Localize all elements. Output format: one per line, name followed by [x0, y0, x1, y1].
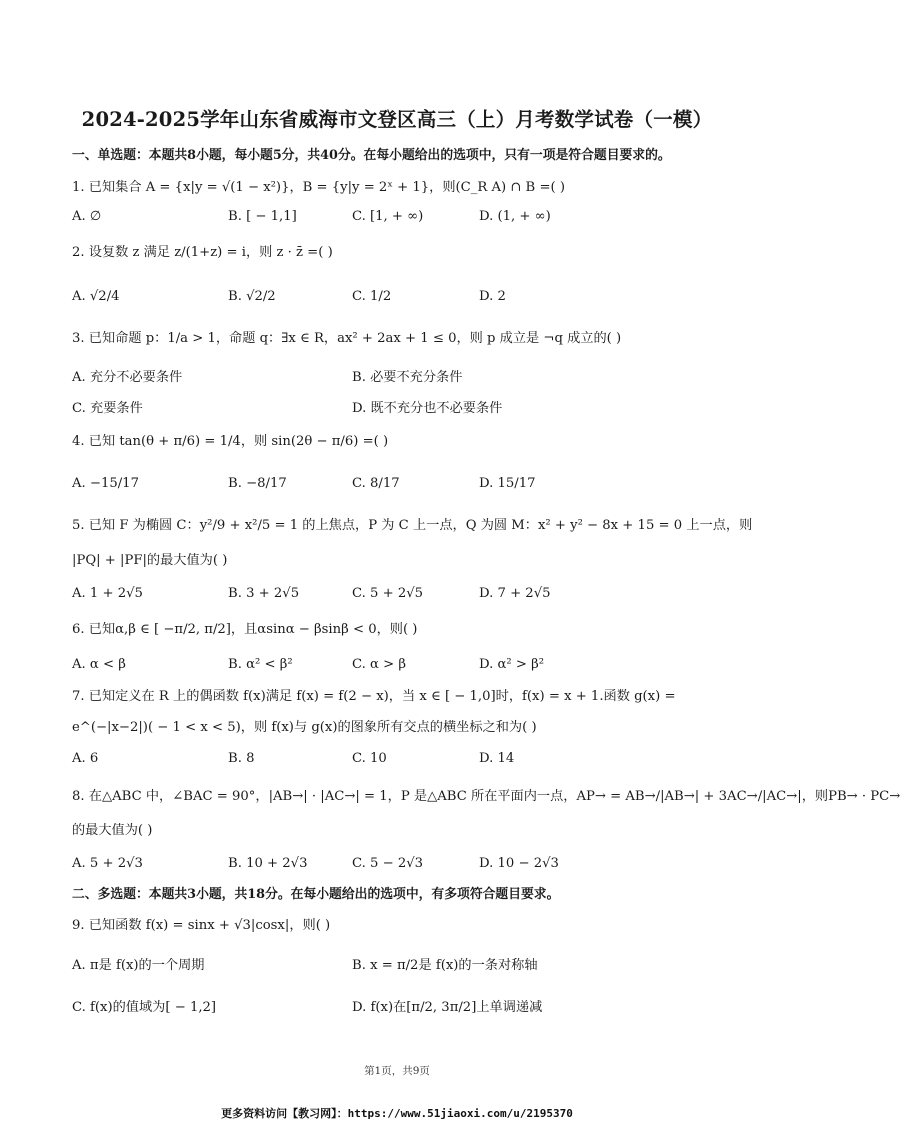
section-heading-multiple-choice: 二、多选题：本题共3小题，共18分。在每小题给出的选项中，有多项符合题目要求。 — [72, 887, 560, 902]
question-7-option-c: C. 10 — [352, 751, 387, 766]
question-1-stem: 1. 已知集合 A = {x|y = √(1 − x²)}，B = {y|y = 2ˣ + 1}，则(C_R A) ∩ B =( ) — [72, 180, 565, 195]
question-4-option-c: C. 8/17 — [352, 476, 400, 491]
question-6-option-a: A. α < β — [72, 657, 126, 672]
question-1-option-b: B. [ − 1,1] — [228, 209, 297, 224]
question-5-option-b: B. 3 + 2√5 — [228, 586, 300, 601]
question-9-option-c: C. f(x)的值域为[ − 1,2] — [72, 1000, 217, 1015]
question-2-stem: 2. 设复数 z 满足 z/(1+z) = i，则 z · z̄ =( ) — [72, 245, 333, 260]
question-7-stem-continued: e^(−|x−2|)( − 1 < x < 5)，则 f(x)与 g(x)的图象所有交点的横坐标之和为( ) — [72, 720, 537, 735]
question-8-option-a: A. 5 + 2√3 — [72, 856, 143, 871]
question-6-stem: 6. 已知α,β ∈ [ −π/2, π/2]，且αsinα − βsinβ < 0，则( ) — [72, 622, 418, 637]
resource-link-footer: 更多资料访问【教习网】：https://www.51jiaoxi.com/u/2195370 — [221, 1107, 573, 1120]
question-2-option-b: B. √2/2 — [228, 289, 276, 304]
question-5-stem-continued: |PQ| + |PF|的最大值为( ) — [72, 553, 228, 568]
question-9-option-a: A. π是 f(x)的一个周期 — [72, 958, 205, 973]
page-title: 2024-2025学年山东省威海市文登区高三（上）月考数学试卷（一模） — [81, 108, 713, 131]
question-7-option-b: B. 8 — [228, 751, 255, 766]
question-6-option-c: C. α > β — [352, 657, 406, 672]
question-6-option-d: D. α² > β² — [479, 657, 545, 672]
question-4-option-a: A. −15/17 — [72, 476, 139, 491]
section-heading-single-choice: 一、单选题：本题共8小题，每小题5分，共40分。在每小题给出的选项中，只有一项是符合题目要求的。 — [72, 148, 671, 163]
question-2-option-d: D. 2 — [479, 289, 506, 304]
question-4-stem: 4. 已知 tan(θ + π/6) = 1/4，则 sin(2θ − π/6) =( ) — [72, 434, 389, 449]
question-8-option-c: C. 5 − 2√3 — [352, 856, 424, 871]
question-5-stem: 5. 已知 F 为椭圆 C：y²/9 + x²/5 = 1 的上焦点，P 为 C 上一点，Q 为圆 M：x² + y² − 8x + 15 = 0 上一点，则 — [72, 518, 753, 533]
question-4-option-d: D. 15/17 — [479, 476, 536, 491]
question-5-option-d: D. 7 + 2√5 — [479, 586, 551, 601]
question-1-option-d: D. (1, + ∞) — [479, 209, 551, 224]
page-number-footer: 第1页，共9页 — [364, 1065, 430, 1077]
question-3-option-d: D. 既不充分也不必要条件 — [352, 401, 503, 416]
question-8-option-b: B. 10 + 2√3 — [228, 856, 308, 871]
question-5-option-c: C. 5 + 2√5 — [352, 586, 424, 601]
question-9-option-d: D. f(x)在[π/2, 3π/2]上单调递减 — [352, 1000, 543, 1015]
question-3-option-b: B. 必要不充分条件 — [352, 370, 463, 385]
question-3-option-a: A. 充分不必要条件 — [72, 370, 183, 385]
question-9-option-b: B. x = π/2是 f(x)的一条对称轴 — [352, 958, 538, 973]
question-1-option-a: A. ∅ — [72, 209, 102, 224]
question-6-option-b: B. α² < β² — [228, 657, 293, 672]
question-8-option-d: D. 10 − 2√3 — [479, 856, 559, 871]
question-7-option-d: D. 14 — [479, 751, 515, 766]
question-2-option-c: C. 1/2 — [352, 289, 392, 304]
question-8-stem-continued: 的最大值为( ) — [72, 823, 153, 838]
question-4-option-b: B. −8/17 — [228, 476, 287, 491]
question-8-stem: 8. 在△ABC 中，∠BAC = 90°，|AB→| · |AC→| = 1，P 是△ABC 所在平面内一点，AP→ = AB→/|AB→| + 3AC→/|AC→|，则PB→ · PC→ — [72, 789, 900, 804]
question-3-option-c: C. 充要条件 — [72, 401, 143, 416]
question-7-option-a: A. 6 — [72, 751, 99, 766]
question-5-option-a: A. 1 + 2√5 — [72, 586, 143, 601]
question-2-option-a: A. √2/4 — [72, 289, 120, 304]
question-1-option-c: C. [1, + ∞) — [352, 209, 424, 224]
question-7-stem: 7. 已知定义在 R 上的偶函数 f(x)满足 f(x) = f(2 − x)，当 x ∈ [ − 1,0]时，f(x) = x + 1.函数 g(x) = — [72, 689, 676, 704]
question-9-stem: 9. 已知函数 f(x) = sinx + √3|cosx|，则( ) — [72, 918, 331, 933]
question-3-stem: 3. 已知命题 p：1/a > 1，命题 q：∃x ∈ R，ax² + 2ax + 1 ≤ 0，则 p 成立是 ¬q 成立的( ) — [72, 331, 622, 346]
